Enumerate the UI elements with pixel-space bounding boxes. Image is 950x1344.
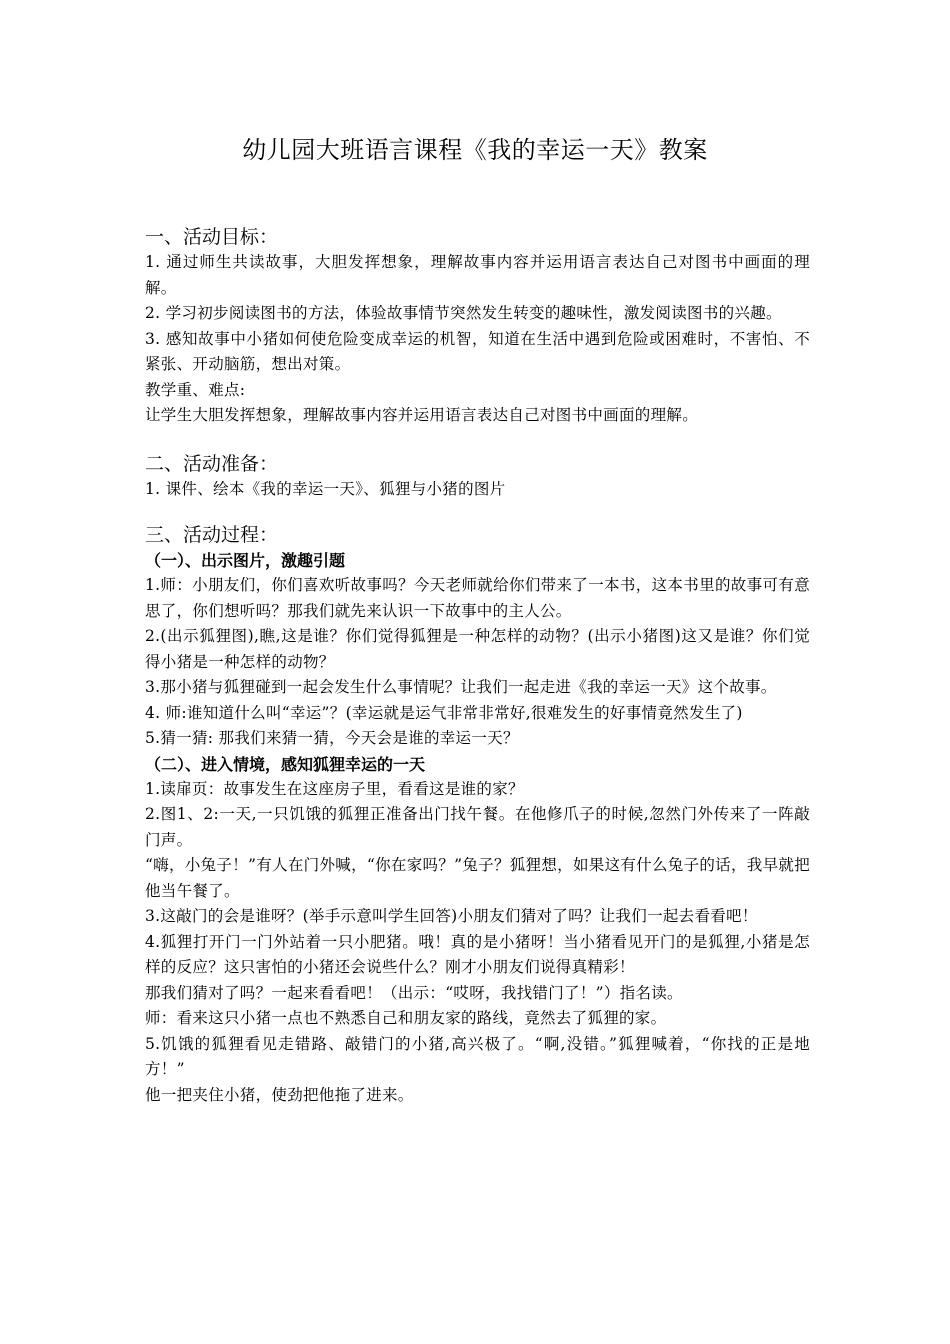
paragraph: 5.饥饿的狐狸看见走错路、敲错门的小猪,高兴极了。“啊,没错。”狐狸喊着，“你找的正是地方！” — [145, 1034, 810, 1078]
paragraph: 让学生大胆发挥想象，理解故事内容并运用语言表达自己对图书中画面的理解。 — [145, 406, 699, 424]
paragraph: 3.这敲门的会是谁呀？(举手示意叫学生回答)小朋友们猜对了吗？让我们一起去看看吧！ — [145, 907, 758, 925]
paragraph: 2. 学习初步阅读图书的方法，体验故事情节突然发生转变的趣味性，激发阅读图书的兴趣。 — [145, 304, 782, 322]
subsection-heading: （一）、出示图片，激趣引题 — [145, 551, 346, 570]
section-heading-goals: 一、活动目标： — [145, 226, 279, 248]
paragraph: 1.读扉页：故事发生在这座房子里，看看这是谁的家？ — [145, 779, 524, 798]
document-body — [145, 224, 810, 1108]
paragraph: 师：看来这只小猪一点也不熟悉自己和朋友家的路线，竟然去了狐狸的家。 — [145, 1009, 667, 1027]
paragraph: 4. 师:谁知道什么叫“幸运”？(幸运就是运气非常非常好,很难发生的好事情竟然发生了) — [145, 703, 743, 722]
paragraph: 4.狐狸打开门一门外站着一只小肥猪。哦！真的是小猪呀！当小猪看见开门的是狐狸,小猪是怎样的反应？这只害怕的小猪还会说些什么？刚才小朋友们说得真精彩！ — [145, 932, 810, 976]
paragraph: 2.(出示狐狸图),瞧,这是谁？你们觉得狐狸是一种怎样的动物？(出示小猪图)这又是谁？你们觉得小猪是一种怎样的动物？ — [145, 627, 810, 671]
section-heading-process: 三、活动过程： — [145, 524, 279, 546]
paragraph: 3.那小猪与狐狸碰到一起会发生什么事情呢？让我们一起走进《我的幸运一天》这个故事。 — [145, 678, 777, 696]
paragraph: 1.师：小朋友们，你们喜欢听故事吗？今天老师就给你们带来了一本书，这本书里的故事可有意思了，你们想听吗？那我们就先来认识一下故事中的主人公。 — [145, 576, 810, 620]
paragraph: 他一把夹住小猪，使劲把他拖了进来。 — [145, 1085, 414, 1104]
paragraph: 3. 感知故事中小猪如何使危险变成幸运的机智，知道在生活中遇到危险或困难时，不害怕、不紧张、开动脑筋，想出对策。 — [145, 329, 810, 373]
paragraph: 2.图1、2:一天,一只饥饿的狐狸正准备出门找午餐。在他修爪子的时候,忽然门外传来了一阵敲门声。 — [145, 805, 810, 849]
document-title: 幼儿园大班语言课程《我的幸运一天》教案 — [242, 136, 708, 164]
section-heading-preparation: 二、活动准备： — [145, 452, 279, 475]
paragraph: 1. 课件、绘本《我的幸运一天》、狐狸与小猪的图片 — [145, 479, 506, 498]
paragraph: 教学重、难点: — [145, 380, 246, 399]
paragraph: “嗨，小兔子！”有人在门外喊，“你在家吗？”兔子？狐狸想，如果这有什么兔子的话，我早就把他当午餐了。 — [145, 856, 810, 900]
paragraph: 1. 通过师生共读故事，大胆发挥想象，理解故事内容并运用语言表达自己对图书中画面的理解。 — [145, 253, 810, 297]
paragraph: 5.猜一猜: 那我们来猜一猜，今天会是谁的幸运一天？ — [145, 729, 519, 747]
paragraph: 那我们猜对了吗？一起来看看吧！（出示：“哎呀，我找错门了！”）指名读。 — [145, 983, 683, 1002]
subsection-heading: （二）、进入情境，感知狐狸幸运的一天 — [145, 754, 426, 774]
